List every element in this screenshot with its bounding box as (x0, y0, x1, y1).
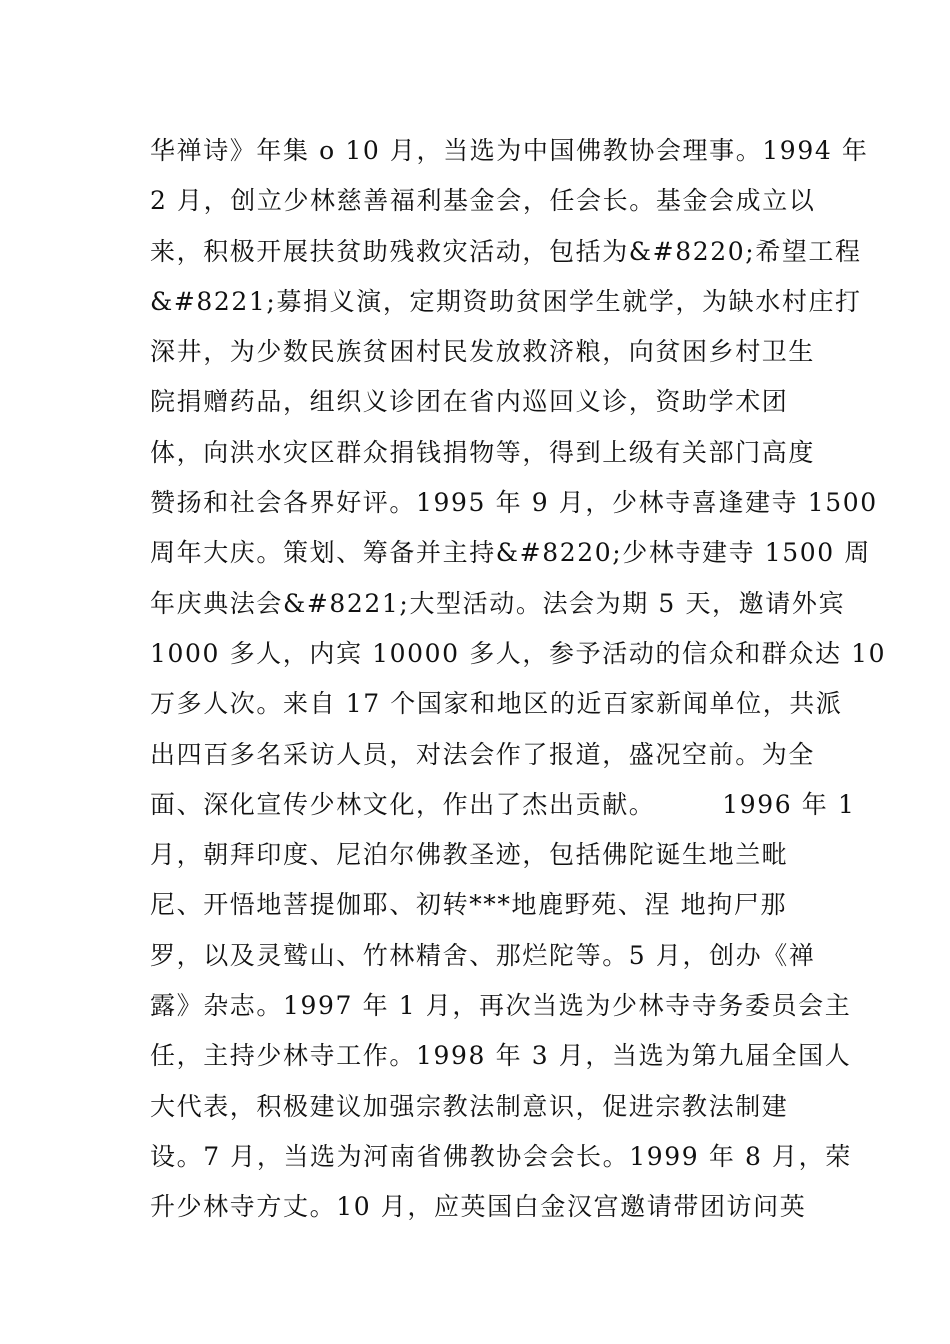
text-line: 体，向洪水灾区群众捐钱捐物等，得到上级有关部门高度 (150, 437, 816, 467)
text-line: 院捐赠药品，组织义诊团在省内巡回义诊，资助学术团 (150, 387, 789, 417)
text-line: 面、深化宣传少林文化，作出了杰出贡献。 1996 年 1 (150, 789, 856, 819)
text-line: 升少林寺方丈。10 月，应英国白金汉宫邀请带团访问英 (150, 1192, 807, 1222)
text-line: 露》杂志。1997 年 1 月，再次当选为少林寺寺务委员会主 (150, 991, 852, 1021)
text-line: 赞扬和社会各界好评。1995 年 9 月，少林寺喜逢建寺 1500 (150, 488, 878, 518)
text-line: 华禅诗》年集 o 10 月，当选为中国佛教协会理事。1994 年 (150, 136, 869, 165)
body-text (150, 126, 887, 1233)
text-line: &#8221;募捐义演，定期资助贫困学生就学，为缺水村庄打 (150, 286, 862, 316)
text-line: 万多人次。来自 17 个国家和地区的近百家新闻单位，共派 (150, 689, 843, 719)
text-line: 来，积极开展扶贫助残救灾活动，包括为&#8220;希望工程 (150, 236, 862, 266)
text-line: 出四百多名采访人员，对法会作了报道，盛况空前。为全 (150, 739, 816, 769)
text-line: 任，主持少林寺工作。1998 年 3 月，当选为第九届全国人 (150, 1041, 852, 1071)
text-line: 罗，以及灵鹫山、竹林精舍、那烂陀等。5 月，创办《禅 (150, 940, 816, 970)
text-line: 大代表，积极建议加强宗教法制意识，促进宗教法制建 (150, 1091, 789, 1121)
text-line: 1000 多人，内宾 10000 多人，参予活动的信众和群众达 10 (150, 638, 887, 668)
text-line: 周年大庆。策划、筹备并主持&#8220;少林寺建寺 1500 周 (150, 538, 871, 568)
text-line: 设。7 月，当选为河南省佛教协会会长。1999 年 8 月，荣 (150, 1141, 852, 1171)
text-line: 月，朝拜印度、尼泊尔佛教圣迹，包括佛陀诞生地兰毗 (150, 840, 789, 870)
text-line: 深井，为少数民族贫困村民发放救济粮，向贫困乡村卫生 (150, 337, 816, 367)
text-line: 年庆典法会&#8221;大型活动。法会为期 5 天，邀请外宾 (150, 588, 846, 618)
text-line: 2 月，创立少林慈善福利基金会，任会长。基金会成立以 (150, 186, 816, 216)
text-line: 尼、开悟地菩提伽耶、初转***地鹿野苑、涅 地拘尸那 (150, 890, 788, 920)
